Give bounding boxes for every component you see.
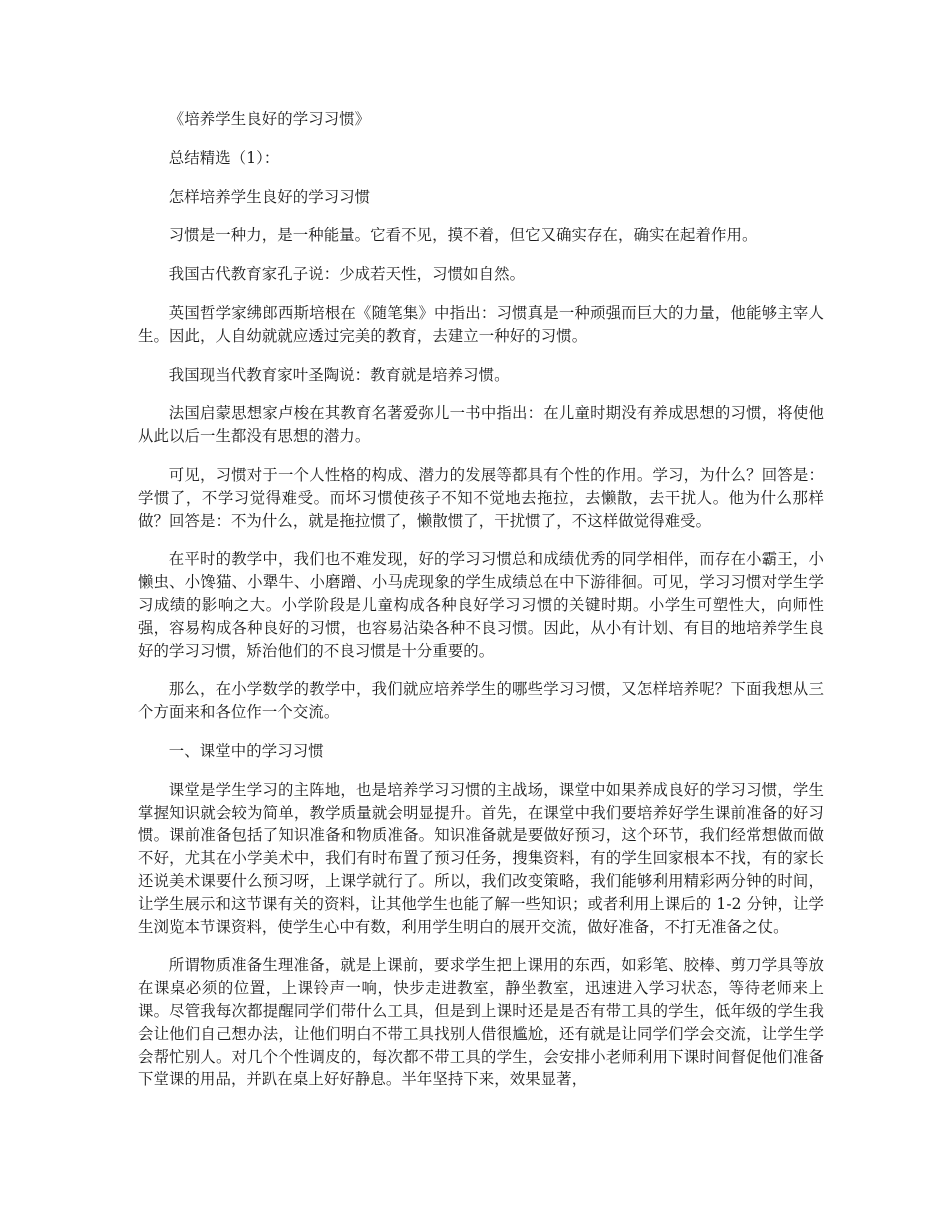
paragraph: 可见，习惯对于一个人性格的构成、潜力的发展等都具有个性的作用。学习，为什么？回答是：学惯了，不学习觉得难受。而坏习惯使孩子不知不觉地去拖拉，去懒散，去干扰人。他为什么那样做？回答是：不为什么，就是拖拉惯了，懒散惯了，干扰惯了，不这样做觉得难受。 [138, 465, 824, 530]
paragraph: 在平时的教学中，我们也不难发现，好的学习习惯总和成绩优秀的同学相伴，而存在小霸王，小懒虫、小馋猫、小犟牛、小磨蹭、小马虎现象的学生成绩总在中下游徘徊。可见，学习习惯对学生学习成绩的影响之大。小学阶段是儿童构成各种良好学习习惯的关键时期。小学生可塑性大，向师性强，容易构成各种良好的习惯，也容易沾染各种不良习惯。因此，从小有计划、有目的地培养学生良好的学习习惯，矫治他们的不良习惯是十分重要的。 [138, 550, 824, 660]
paragraph: 习惯是一种力，是一种能量。它看不见，摸不着，但它又确实存在，确实在起着作用。 [168, 226, 758, 245]
paragraph: 英国哲学家绋郎西斯培根在《随笔集》中指出：习惯真是一种顽强而巨大的力量，他能够主宰人生。因此，人自幼就就应透过完美的教育，去建立一种好的习惯。 [138, 303, 824, 345]
paragraph: 我国古代教育家孔子说：少成若天性，习惯如自然。 [168, 265, 526, 284]
document-body [138, 108, 824, 1107]
section-paragraph: 课堂是学生学习的主阵地，也是培养学习习惯的主战场，课堂中如果养成良好的学习习惯，学生掌握知识就会较为简单，教学质量就会明显提升。首先，在课堂中我们要培养好学生课前准备的好习惯。课前准备包括了知识准备和物质准备。知识准备就是要做好预习，这个环节，我们经常想做而做不好，尤其在小学美术中，我们有时布置了预习任务，搜集资料，有的学生回家根本不找，有的家长还说美术课要什么预习呀，上课学就行了。所以，我们改变策略，我们能够利用精彩两分钟的时间，让学生展示和这节课有关的资料，让其他学生也能了解一些知识；或者利用上课后的 1-2 分钟，让学生浏览本节课资料，使学生心中有数，利用学生明白的展开交流，做好准备，不打无准备之仗。 [138, 780, 824, 936]
document-title: 《培养学生良好的学习习惯》 [168, 110, 371, 128]
section-paragraph: 所谓物质准备生理准备，就是上课前，要求学生把上课用的东西，如彩笔、胶棒、剪刀学具等放在课桌必须的位置，上课铃声一响，快步走进教室，静坐教室，迅速进入学习状态，等待老师来上课。尽管我每次都提醒同学们带什么工具，但是到上课时还是是否有带工具的学生，低年级的学生我会让他们自己想办法，让他们明白不带工具找别人借很尴尬，还有就是让同学们学会交流，让学生学会帮忙别人。对几个个性调皮的，每次都不带工具的学生，会安排小老师利用下课时间督促他们准备下堂课的用品，并趴在桌上好好静息。半年坚持下来，效果显著， [138, 956, 824, 1089]
document-topic: 怎样培养学生良好的学习习惯 [168, 187, 371, 206]
paragraph: 法国启蒙思想家卢梭在其教育名著爱弥儿一书中指出：在儿童时期没有养成思想的习惯，将使他从此以后一生都没有思想的潜力。 [138, 404, 824, 446]
paragraph: 那么，在小学数学的教学中，我们就应培养学生的哪些学习习惯，又怎样培养呢？下面我想从三个方面来和各位作一个交流。 [138, 680, 824, 722]
document-subtitle: 总结精选（1）： [168, 148, 280, 167]
section-heading: 一、课堂中的学习习惯 [168, 741, 324, 760]
paragraph: 我国现当代教育家叶圣陶说：教育就是培养习惯。 [168, 365, 510, 384]
